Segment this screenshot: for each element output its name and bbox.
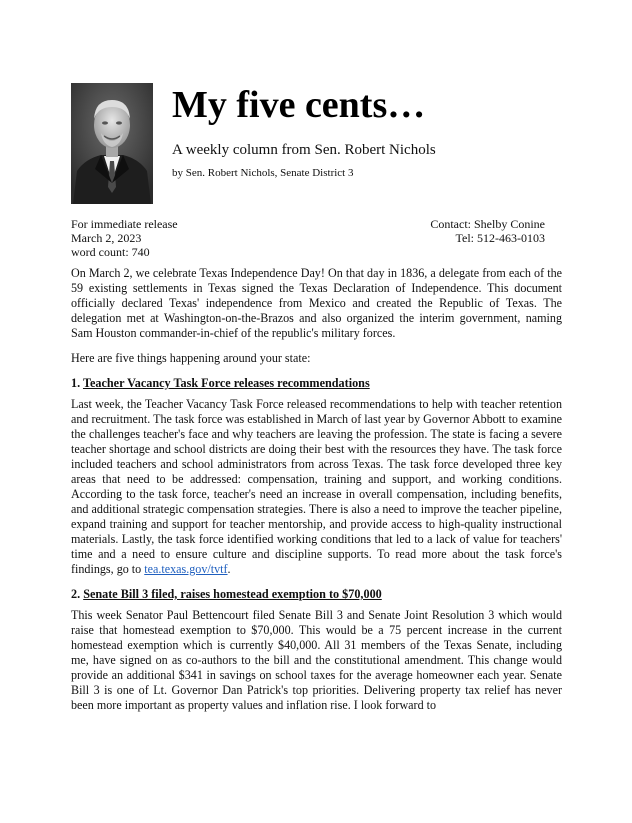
column-subtitle: A weekly column from Sen. Robert Nichols	[172, 142, 436, 158]
intro-paragraph: On March 2, we celebrate Texas Independence Day! On that day in 1836, a delegate from each of the 59 existing settlements in Texas signed the Texas Declaration of Independence. This document officially declared Texas' independence from Mexico and created the Republic of Texas. The delegation met at Washington-on-the-Brazos and also organized the interim government, naming Sam Houston commander-in-chief of the republic's military forces.	[71, 266, 562, 340]
byline: by Sen. Robert Nichols, Senate District 3	[172, 167, 354, 179]
column-title: My five cents…	[172, 84, 426, 126]
release-label: For immediate release	[71, 217, 178, 231]
lead-in-paragraph: Here are five things happening around your state:	[71, 351, 311, 365]
section-2-paragraph: This week Senator Paul Bettencourt filed Senate Bill 3 and Senate Joint Resolution 3 which would raise that homestead exemption to $70,000. This would be a 75 percent increase in the current homestead exemption which is currently $40,000. All 31 members of the Texas Senate, including me, have signed on as co-authors to the bill and the constitutional amendment. This change would provide an additional $341 in savings on school taxes for the average homeowner each year. Senate Bill 3 is one of Lt. Governor Dan Patrick's top priorities. Delivering property tax relief has never been more important as property values and inflation rise. I look forward to	[71, 608, 562, 712]
release-info	[71, 217, 178, 259]
section-2-number: 2.	[71, 587, 81, 601]
section-1-title: Teacher Vacancy Task Force releases recommendations	[82, 376, 370, 390]
word-count: word count: 740	[71, 245, 150, 259]
section-2-title: Senate Bill 3 filed, raises homestead exemption to $70,000	[83, 587, 382, 601]
contact-name: Contact: Shelby Conine	[430, 217, 545, 231]
article-body	[71, 266, 562, 723]
release-date: March 2, 2023	[71, 231, 142, 245]
contact-phone: Tel: 512-463-0103	[455, 231, 545, 245]
section-1-heading	[71, 376, 562, 391]
section-1-text: Last week, the Teacher Vacancy Task Force released recommendations to help with teacher retention and recruitment. The task force was established in March of last year by Governor Abbott to examine the challenges teacher's face and why teachers are leaving the profession. The state is facing a severe teacher shortage and school districts are doing their best with the resources they have. The task force included teachers and school administrators from across Texas. The task force developed three key areas that need to be addressed: compensation, training and support, and working conditions. According to the task force, teacher's need an increase in overall compensation, including benefits, and additional strategic compensation strategies. There is also a need to improve the teacher pipeline, expand training and support for teacher mentorship, and provide access to high-quality instructional materials. Lastly, the task force identified working conditions that led to a lack of value for teachers' time and a need to ensure culture and discipline supports. To read more about the task force's findings, go to	[71, 397, 562, 576]
section-2-heading	[71, 587, 562, 602]
senator-portrait-photo	[71, 83, 153, 204]
contact-info	[430, 217, 545, 245]
task-force-link[interactable]: tea.texas.gov/tvtf	[144, 562, 228, 576]
section-1-number: 1.	[71, 376, 81, 390]
section-1-paragraph	[71, 397, 562, 577]
section-1-link-period: .	[227, 562, 231, 576]
portrait-illustration	[71, 83, 153, 204]
